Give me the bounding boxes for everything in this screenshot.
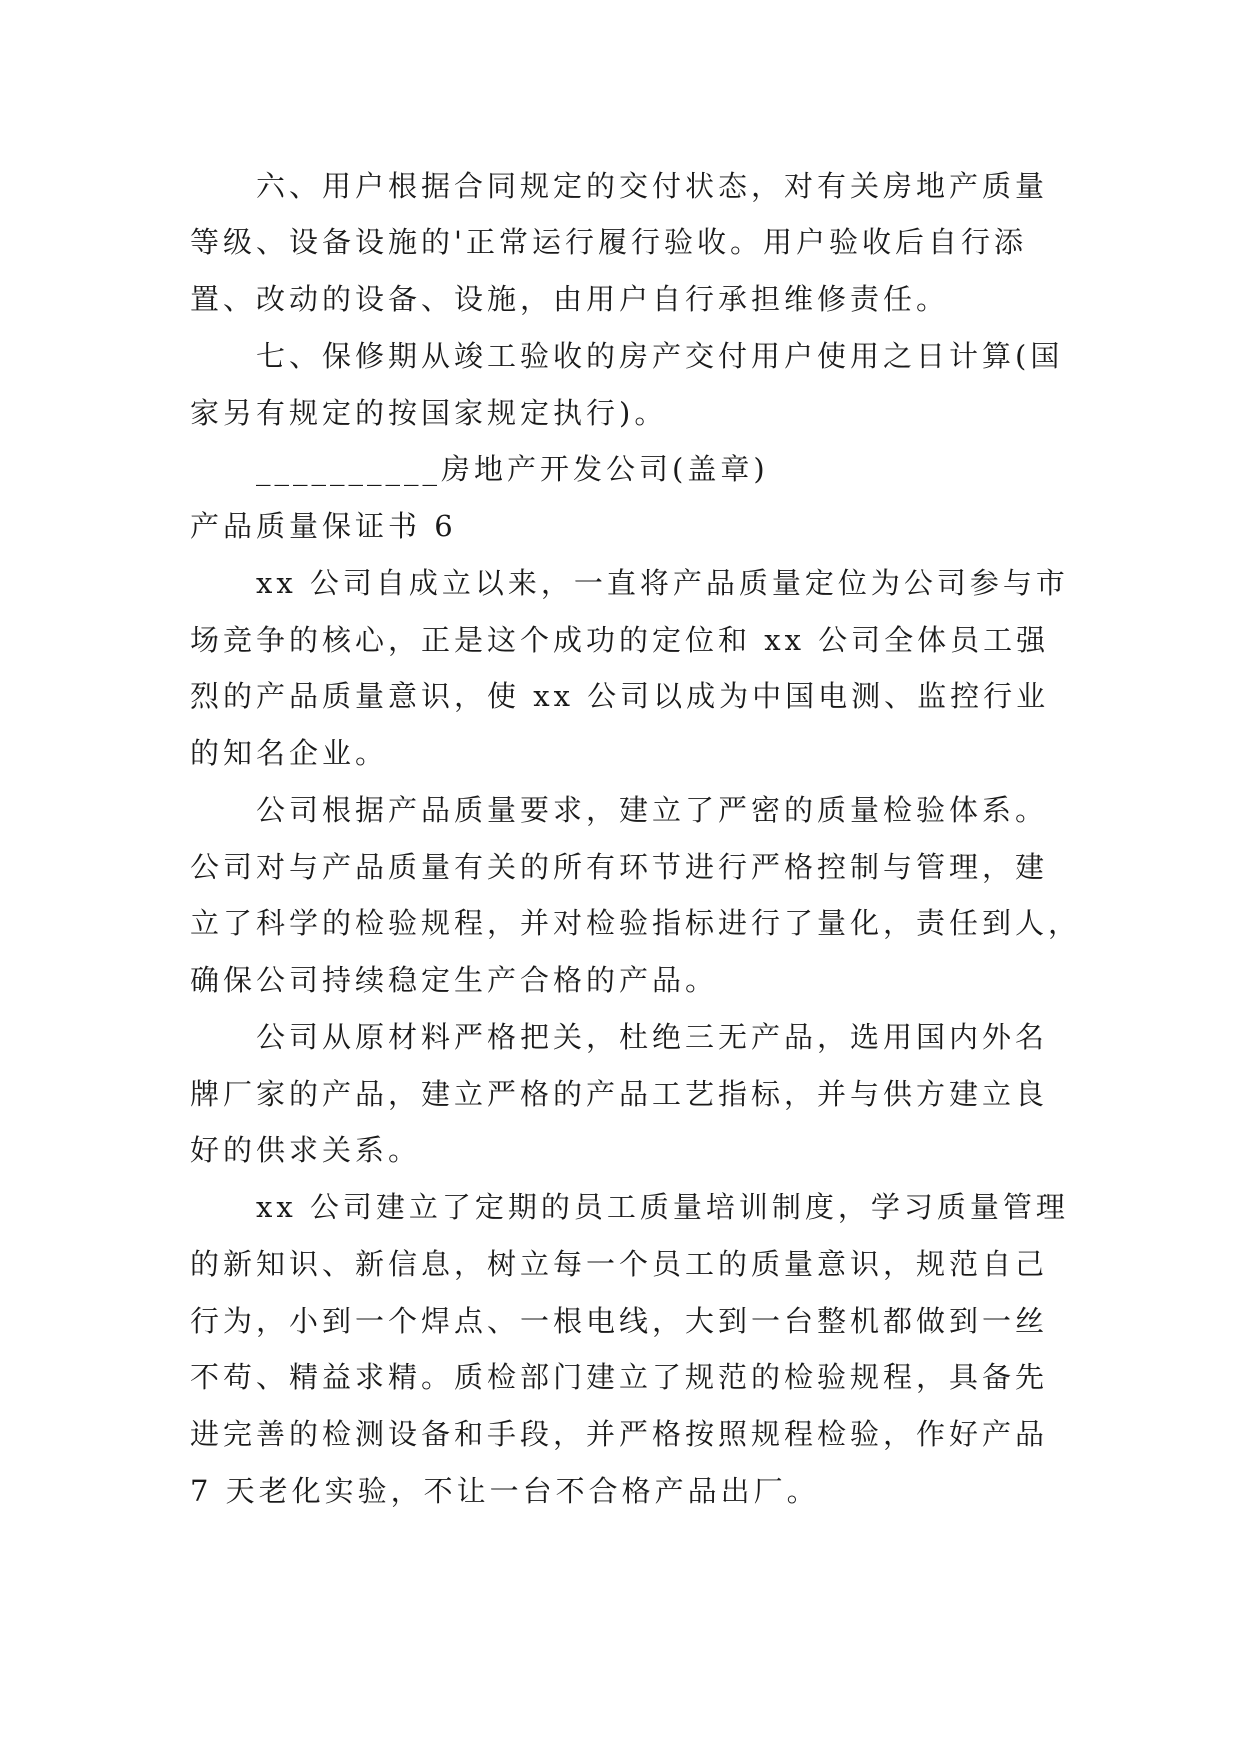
section-heading: 产品质量保证书 6	[190, 509, 457, 543]
paragraph-line: 家另有规定的按国家规定执行)。	[190, 396, 668, 430]
paragraph-line: xx 公司建立了定期的员工质量培训制度，学习质量管理	[256, 1190, 1069, 1224]
paragraph-line: 的新知识、新信息，树立每一个员工的质量意识，规范自己	[190, 1247, 1049, 1281]
paragraph-line: 的知名企业。	[190, 736, 389, 770]
signature-line: __________房地产开发公司(盖章)	[256, 452, 769, 486]
paragraph-line: 进完善的检测设备和手段，并严格按照规程检验，作好产品	[190, 1417, 1049, 1451]
paragraph-line: 牌厂家的产品，建立严格的产品工艺指标，并与供方建立良	[190, 1077, 1049, 1111]
paragraph-line: xx 公司自成立以来，一直将产品质量定位为公司参与市	[256, 566, 1069, 600]
paragraph-line: 场竞争的核心，正是这个成功的定位和 xx 公司全体员工强	[190, 623, 1050, 657]
paragraph-line: 公司根据产品质量要求，建立了严密的质量检验体系。	[256, 793, 1049, 827]
paragraph-line: 行为，小到一个焊点、一根电线，大到一台整机都做到一丝	[190, 1304, 1049, 1338]
paragraph-line: 等级、设备设施的'正常运行履行验收。用户验收后自行添	[190, 225, 1027, 259]
paragraph-line: 好的供求关系。	[190, 1133, 422, 1167]
paragraph-line: 立了科学的检验规程，并对检验指标进行了量化，责任到人，	[190, 906, 1082, 940]
paragraph-line: 公司从原材料严格把关，杜绝三无产品，选用国内外名	[256, 1020, 1049, 1054]
paragraph-line: 六、用户根据合同规定的交付状态，对有关房地产质量	[256, 169, 1049, 203]
paragraph-line: 置、改动的设备、设施，由用户自行承担维修责任。	[190, 282, 950, 316]
paragraph-line: 七、保修期从竣工验收的房产交付用户使用之日计算(国	[256, 339, 1064, 373]
paragraph-line: 烈的产品质量意识，使 xx 公司以成为中国电测、监控行业	[190, 679, 1050, 713]
paragraph-line: 公司对与产品质量有关的所有环节进行严格控制与管理，建	[190, 850, 1049, 884]
paragraph-line: 7 天老化实验，不让一台不合格产品出厂。	[190, 1474, 820, 1508]
paragraph-line: 确保公司持续稳定生产合格的产品。	[190, 963, 719, 997]
paragraph-line: 不苟、精益求精。质检部门建立了规范的检验规程，具备先	[190, 1360, 1049, 1394]
